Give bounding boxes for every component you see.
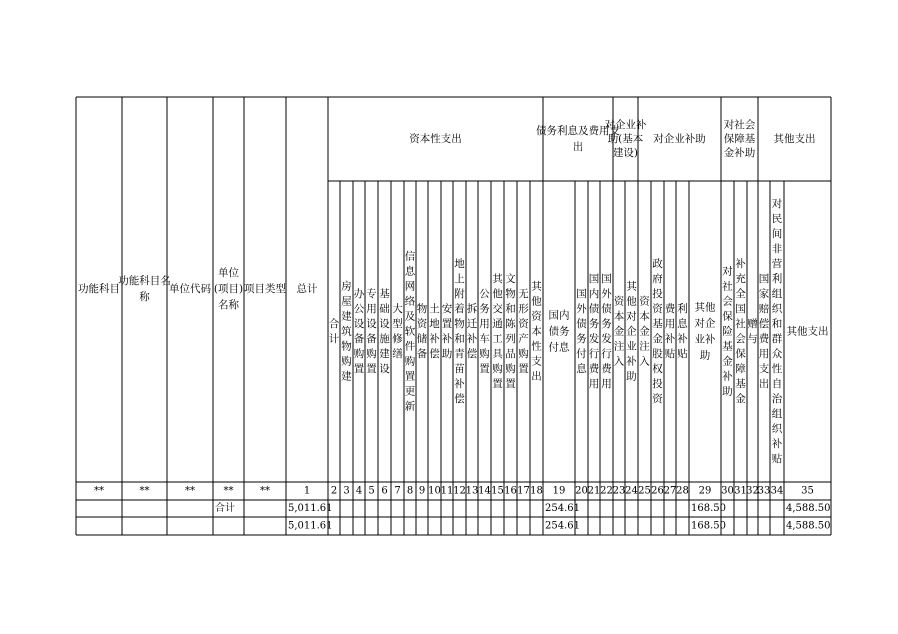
index-cell: 1 — [303, 485, 311, 497]
subcol-s24: 国外债务付息 — [576, 288, 587, 375]
index-cell: ** — [185, 485, 195, 497]
index-cell: 16 — [504, 485, 517, 497]
group-enterprise-subsidy: 对企业补助 — [653, 133, 706, 145]
index-cell: 25 — [638, 485, 651, 497]
subcol-s39: 其他支出 — [786, 325, 829, 338]
index-cell: 30 — [721, 485, 734, 497]
index-cell: 5 — [368, 485, 375, 497]
index-cell: ** — [139, 485, 150, 497]
group-other-expenditure: 其他支出 — [773, 133, 816, 145]
index-cell: 8 — [406, 485, 414, 497]
index-cell: 34 — [770, 485, 784, 497]
subcol-s10: 基础设施建设 — [379, 288, 390, 375]
index-cell: 20 — [575, 485, 588, 497]
subcol-s27: 资本金注入 — [613, 295, 625, 368]
subcol-s38: 对民间非营利组织和群众性自治组织补贴 — [771, 198, 783, 465]
subcol-s7: 房屋建筑物购建 — [341, 280, 352, 383]
subcol-s19: 其他交通工具购置 — [492, 273, 503, 390]
index-cell: 11 — [440, 485, 454, 497]
amount-cell: 168.50 — [691, 520, 726, 532]
subcol-s9: 专用设备购置 — [366, 288, 377, 375]
index-cell: 23 — [612, 485, 626, 497]
col-total: 总计 — [296, 283, 318, 295]
index-cell: 2 — [330, 485, 338, 497]
amount-cell: 254.61 — [545, 503, 580, 514]
subcol-s25: 国内债务发行费用 — [588, 273, 600, 390]
subcol-s34: 对社会保险基金补助 — [722, 265, 733, 398]
index-cell: ** — [223, 485, 234, 497]
col-unit-code: 单位代码 — [169, 283, 211, 295]
col-unit-name: 单位(项目)名称 — [213, 267, 244, 311]
subcol-s12: 信息网络及软件购置更新 — [404, 250, 416, 413]
index-cell: 14 — [478, 485, 491, 497]
subcol-s31: 费用补贴 — [664, 303, 676, 360]
subcol-s6: 合计 — [328, 318, 340, 345]
index-cell: 6 — [381, 485, 388, 497]
group-debt-interest: 债务利息及费用支出 — [536, 125, 620, 153]
index-cell: 7 — [394, 485, 401, 497]
amount-cell: 5,011.61 — [288, 503, 333, 514]
subcol-s15: 安置补助 — [441, 303, 453, 360]
subcol-s21: 无形资产购置 — [518, 288, 529, 375]
row-label: 合计 — [215, 503, 235, 514]
subcol-s20: 文物和陈列品购置 — [505, 273, 516, 390]
index-cell: 17 — [517, 485, 530, 497]
amount-cell: 5,011.61 — [288, 520, 333, 532]
subcol-s18: 公务用车购置 — [479, 288, 490, 375]
subcol-s11: 大型修缮 — [392, 303, 403, 360]
index-cell: 10 — [428, 485, 441, 497]
subcol-s8: 办公设备购置 — [353, 288, 365, 375]
subcol-s14: 土地补偿 — [429, 303, 440, 360]
group-subsidy-construction: 对企业补助(基本建设) — [604, 119, 647, 159]
subcol-s16: 地上附着物和青苗补偿 — [454, 258, 465, 405]
index-cell: 22 — [600, 485, 613, 497]
subcol-s36: 赠与 — [747, 318, 758, 345]
index-cell: 33 — [757, 485, 771, 497]
subcol-s32: 利息补贴 — [677, 303, 688, 360]
amount-cell: 4,588.50 — [786, 503, 831, 514]
subcol-s22: 其他资本性支出 — [531, 280, 542, 383]
index-cell: 9 — [418, 485, 426, 497]
index-cell: 12 — [453, 485, 466, 497]
index-cell: 4 — [355, 485, 363, 497]
index-cell: 35 — [801, 485, 814, 497]
subcol-s35: 补充全国社会保障基金 — [735, 258, 746, 405]
index-cell: 24 — [625, 485, 638, 497]
index-cell: 19 — [552, 485, 566, 497]
subcol-s23: 国内债务付息 — [548, 309, 570, 354]
index-cell: 13 — [465, 485, 479, 497]
index-cell: 15 — [491, 485, 504, 497]
subcol-s29: 资本金注入 — [639, 295, 650, 368]
col-function-name: 功能科目名称 — [118, 275, 171, 303]
subcol-s28: 其他对企业补助 — [626, 280, 637, 383]
subcol-s17: 拆迁补偿 — [466, 303, 478, 360]
index-cell: 31 — [734, 485, 747, 497]
col-function-code: 功能科目 — [78, 283, 120, 295]
index-cell: 21 — [587, 485, 601, 497]
index-cell: 3 — [343, 485, 350, 497]
group-capital-expenditure: 资本性支出 — [409, 133, 462, 145]
index-cell: 18 — [530, 485, 543, 497]
amount-cell: 4,588.50 — [786, 520, 831, 532]
subcol-s37: 国家赔偿费用支出 — [758, 273, 770, 390]
index-cell: 32 — [746, 485, 759, 497]
amount-cell: 254.61 — [545, 520, 580, 532]
group-social-security: 对社会保障基金补助 — [723, 119, 756, 159]
subcol-s26: 国外债务发行费用 — [601, 273, 612, 390]
subcol-s30: 政府投资基金股权投资 — [652, 258, 663, 405]
subcol-s33: 其他对企业补助 — [694, 301, 716, 362]
index-cell: ** — [94, 485, 104, 497]
col-project-type: 项目类型 — [244, 283, 286, 295]
index-cell: 29 — [698, 485, 712, 497]
index-cell: 26 — [651, 485, 664, 497]
subcol-s13: 物资储备 — [416, 303, 428, 360]
amount-cell: 168.50 — [691, 503, 726, 514]
index-cell: ** — [260, 485, 270, 497]
index-cell: 28 — [676, 485, 689, 497]
index-cell: 27 — [663, 485, 677, 497]
